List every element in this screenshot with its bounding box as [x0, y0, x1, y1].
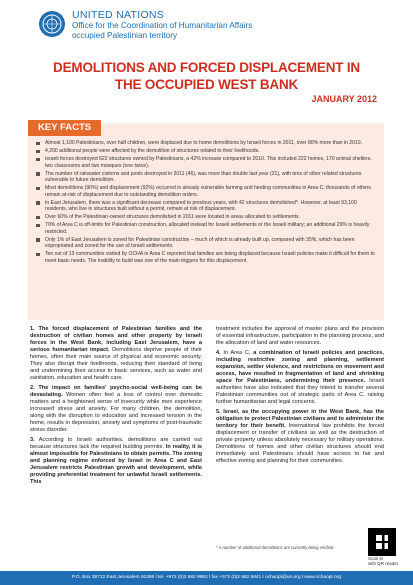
paragraph-lead: In reality, it is almost impossible for Palestinians to obtain permits. The zoning and planning regime enforced by Israel in Area C and East Jerusalem restricts Palestinian growth and development, while providing preferential treatment for unlawful Israeli settlements. This — [30, 444, 203, 485]
paragraph-text: International law prohibits the forced displacement or transfer of civilians as well as the destruction of private property unless absolutely necessary for military operations. Demolitions of homes and other civilian structures should end immediately and Palestinians should have access to fair and effective zoning and planning for their communities. — [216, 423, 384, 464]
paragraph-1 — [30, 326, 202, 382]
qr-sub-label: with QR reader — [368, 561, 399, 566]
body-left-column — [30, 326, 202, 489]
paragraph-number: 2. — [30, 385, 35, 391]
paragraph-lead: Israel, as the occupying power in the West Bank, has the obligation to protect Palestinian civilians and to administer the territory for their benefit. — [216, 409, 384, 429]
key-fact-item: Most demolitions (90%) and displacement (92%) occurred in already vulnerable farming and herding communities in Area C; thousands of others remain at-risk of displacement due to outstanding demolition orders. — [36, 185, 378, 198]
paragraph-3-continued: treatment includes the approval of master plans and the provision of essential infrastructure, participation in the planning process, and the allocation of land and water resources. — [216, 326, 384, 346]
key-fact-item: Almost 1,100 Palestinians, over half children, were displaced due to home demolitions by Israeli forces in 2011, over 80% more than in 2010. — [36, 140, 378, 146]
body-right-column — [216, 326, 384, 468]
paragraph-lead: a combination of Israeli policies and practices, including restrictive zoning and planning, settlement expansion, settler violence, and restrictions on movement and access, have resulted in fragmentation of land and shrinking space for Palestinians, undermining their presence. — [216, 350, 384, 384]
paragraph-text: Demolitions deprive people of their homes, often their main source of physical and economic security. They also disrupt their livelihoods, reducing their standard of living and undermining their access to basic services, such as water and sanitation, education and health care. — [30, 347, 202, 381]
paragraph-number: 4. — [216, 350, 221, 356]
qr-scan-label: Scan it! — [368, 556, 384, 561]
paragraph-text: Women often feel a loss of control over domestic matters and a heightened sense of insecurity while men experience increased stress and anxiety. For many children, the demolition, along with the disruption to education and increased tension in the home, results in depression, anxiety and symptoms of post-traumatic stress disorder. — [30, 392, 203, 433]
title-line1: DEMOLITIONS AND FORCED DISPLACEMENT IN — [53, 60, 360, 75]
paragraph-2 — [30, 385, 202, 434]
paragraph-text: Israeli authorities have also indicated that they intend to transfer several Palestinian communities out of strategic parts of Area C, raising further humanitarian and legal concerns. — [216, 378, 384, 405]
paragraph-number: 5. — [216, 409, 221, 415]
header — [0, 0, 413, 52]
key-fact-item: 4,200 additional people were affected by the demolition of structures related to their livelihoods. — [36, 148, 378, 154]
report-date: JANUARY 2012 — [311, 94, 377, 104]
key-fact-item: Ten out of 13 communities visited by OCHA in Area C reported that families are being displaced because Israeli policies make it difficult for them to meet basic needs. The inability to build was one of the main triggers for this displacement. — [36, 251, 378, 264]
paragraph-number: 1. — [30, 326, 35, 332]
footer-contact-bar: P.O. Box 38712 East Jerusalem 91386 l tel. +972 (0)2 582 9962 l fax +972 (0)2 582 5841 l ochaopt@un.org l www.ochaopt.org — [0, 571, 413, 585]
paragraph-5 — [216, 409, 384, 465]
paragraph-3 — [30, 437, 202, 486]
key-fact-item: Israeli forces destroyed 622 structures owned by Palestinians, a 42% increase compared to 2010. This included 222 homes, 170 animal shelters, two classrooms and two mosques (one twice). — [36, 156, 378, 169]
org-name: UNITED NATIONS — [72, 9, 165, 21]
qr-code-block[interactable] — [368, 528, 402, 566]
key-facts-heading: KEY FACTS — [28, 120, 101, 136]
paragraph-lead: The forced displacement of Palestinian families and the destruction of civilian homes and other property by Israeli forces in the West Bank, including East Jerusalem, have a serious humanitarian impact. — [30, 326, 202, 353]
key-fact-item: In East Jerusalem, there was a significant decrease compared to previous years, with 42 structures demolished*. However, at least 93,100 residents, who live in structures built without a permit, remain at risk of displacement. — [36, 200, 378, 213]
paragraph-4 — [216, 350, 384, 406]
key-fact-item: Over 60% of the Palestinian-owned structures demolished in 2011 were located in areas allocated to settlements. — [36, 214, 378, 220]
title-line2: THE OCCUPIED WEST BANK — [114, 77, 299, 92]
key-fact-item: 70% of Area C is off-limits for Palestinian construction, allocated instead for Israeli settlements or the Israeli military; an additional 29% is heavily restricted. — [36, 222, 378, 235]
paragraph-text: According to Israeli authorities, demolitions are carried out because structures lack the required building permits. — [30, 437, 202, 450]
footnote: * A number of additional demolitions are currently being verified. — [216, 545, 335, 550]
key-fact-item: The number of rainwater cisterns and pools destroyed in 2011 (46), was more than double last year (21), with tens of other related structures vulnerable to future demolition. — [36, 171, 378, 184]
un-emblem-icon — [39, 11, 65, 37]
org-line1: Office for the Coordination of Humanitarian Affairs — [72, 21, 253, 30]
org-line2: occupied Palestinian territory — [72, 31, 178, 40]
paragraph-number: 3. — [30, 437, 35, 443]
paragraph-lead: The impact on families' psycho-social well-being can be devastating. — [30, 385, 203, 398]
qr-code-icon[interactable] — [368, 528, 396, 556]
key-fact-item: Only 1% of East Jerusalem is zoned for Palestinian construction – much of which is already built up, compared with 35%, which has been expropriated and zoned for the use of Israeli settlements. — [36, 237, 378, 250]
key-facts-list — [36, 140, 378, 266]
org-block — [72, 9, 252, 41]
paragraph-text: In Area C, — [223, 350, 251, 356]
